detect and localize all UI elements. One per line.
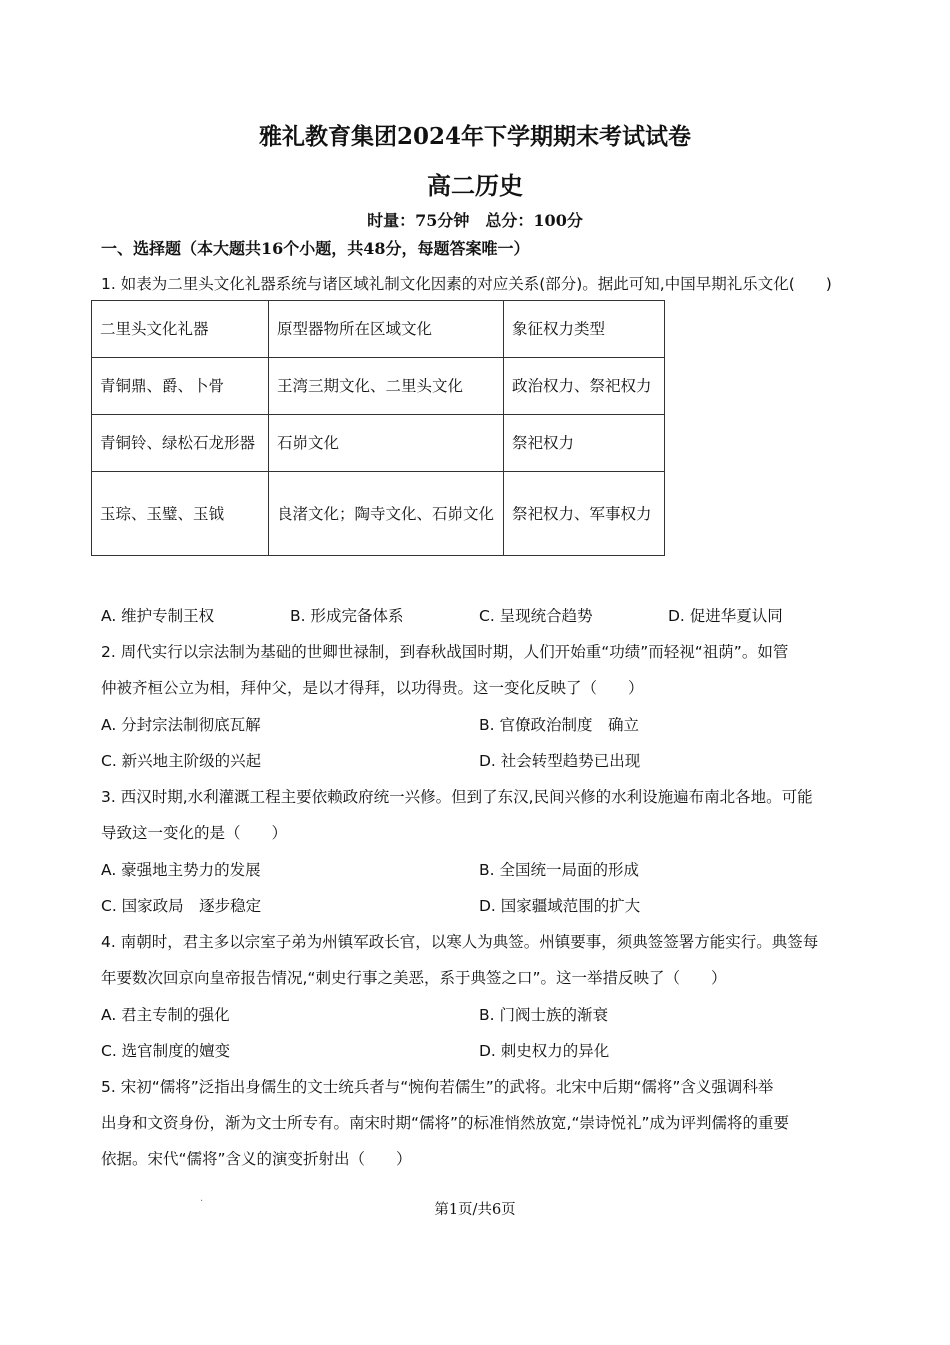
q1-table <box>91 300 665 556</box>
q1-option-d[interactable]: D. 促进华夏认同 <box>668 607 783 625</box>
table-cell: 祭祀权力、军事权力 <box>504 472 665 556</box>
q1-option-a[interactable]: A. 维护专制王权 <box>101 607 215 625</box>
q4-option-c[interactable]: C. 选官制度的嬗变 <box>101 1042 231 1060</box>
q2-stem-line2: 仲被齐桓公立为相，拜仲父，是以才得拜，以功得贵。这一变化反映了（ ） <box>101 679 644 697</box>
q2-stem-line1: 2. 周代实行以宗法制为基础的世卿世禄制，到春秋战国时期，人们开始重“功绩”而轻视“祖荫”。如管 <box>101 643 789 661</box>
table-header-cell: 象征权力类型 <box>504 301 665 358</box>
q2-option-a[interactable]: A. 分封宗法制彻底瓦解 <box>101 716 261 734</box>
table-header-cell: 二里头文化礼器 <box>92 301 269 358</box>
table-cell: 王湾三期文化、二里头文化 <box>269 358 504 415</box>
q4-stem-line1: 4. 南朝时，君主多以宗室子弟为州镇军政长官，以寒人为典签。州镇要事，须典签签署方能实行。典签每 <box>101 933 819 951</box>
section-heading: 一、选择题（本大题共16个小题，共48分，每题答案唯一） <box>101 239 530 258</box>
q1-stem: 1. 如表为二里头文化礼器系统与诸区域礼制文化因素的对应关系(部分)。据此可知,中国早期礼乐文化( ) <box>101 275 832 293</box>
q1-option-c[interactable]: C. 呈现统合趋势 <box>479 607 593 625</box>
table-cell: 政治权力、祭祀权力 <box>504 358 665 415</box>
q5-stem-line3: 依据。宋代“儒将”含义的演变折射出（ ） <box>101 1150 412 1168</box>
page-speck: · <box>200 1196 204 1207</box>
q2-option-c[interactable]: C. 新兴地主阶级的兴起 <box>101 752 262 770</box>
q1-option-b[interactable]: B. 形成完备体系 <box>290 607 404 625</box>
q5-stem-line2: 出身和文资身份，渐为文士所专有。南宋时期“儒将”的标准悄然放宽,“崇诗悦礼”成为评判儒将的重要 <box>101 1114 790 1132</box>
q3-option-d[interactable]: D. 国家疆域范围的扩大 <box>479 897 641 915</box>
exam-meta: 时量：75分钟 总分：100分 <box>367 211 583 230</box>
table-cell: 祭祀权力 <box>504 415 665 472</box>
table-header-row <box>92 301 665 358</box>
q4-option-b[interactable]: B. 门阀士族的渐衰 <box>479 1006 608 1024</box>
exam-title: 雅礼教育集团2024年下学期期末考试试卷 <box>258 123 691 150</box>
table-cell: 石峁文化 <box>269 415 504 472</box>
q3-option-b[interactable]: B. 全国统一局面的形成 <box>479 861 639 879</box>
q3-option-c[interactable]: C. 国家政局 逐步稳定 <box>101 897 262 915</box>
table-row <box>92 415 665 472</box>
table-cell: 青铜铃、绿松石龙形器 <box>92 415 269 472</box>
q4-option-a[interactable]: A. 君主专制的强化 <box>101 1006 230 1024</box>
table-cell: 青铜鼎、爵、卜骨 <box>92 358 269 415</box>
q4-stem-line2: 年要数次回京向皇帝报告情况,“刺史行事之美恶，系于典签之口”。这一举措反映了（ ） <box>101 969 727 987</box>
exam-subject: 高二历史 <box>427 171 523 200</box>
page-number: 第1页/共6页 <box>434 1202 516 1218</box>
q4-option-d[interactable]: D. 刺史权力的异化 <box>479 1042 610 1060</box>
table-cell: 玉琮、玉璧、玉钺 <box>92 472 269 556</box>
table-header-cell: 原型器物所在区域文化 <box>269 301 504 358</box>
table-row <box>92 358 665 415</box>
q2-option-b[interactable]: B. 官僚政治制度 确立 <box>479 716 639 734</box>
q2-option-d[interactable]: D. 社会转型趋势已出现 <box>479 752 641 770</box>
q3-stem-line1: 3. 西汉时期,水利灌溉工程主要依赖政府统一兴修。但到了东汉,民间兴修的水利设施遍布南北各地。可能 <box>101 788 813 806</box>
table-row <box>92 472 665 556</box>
q5-stem-line1: 5. 宋初“儒将”泛指出身儒生的文士统兵者与“惋佝若儒生”的武将。北宋中后期“儒将”含义强调科举 <box>101 1078 774 1096</box>
q3-option-a[interactable]: A. 豪强地主势力的发展 <box>101 861 261 879</box>
q3-stem-line2: 导致这一变化的是（ ） <box>101 824 288 842</box>
table-cell: 良渚文化；陶寺文化、石峁文化 <box>269 472 504 556</box>
